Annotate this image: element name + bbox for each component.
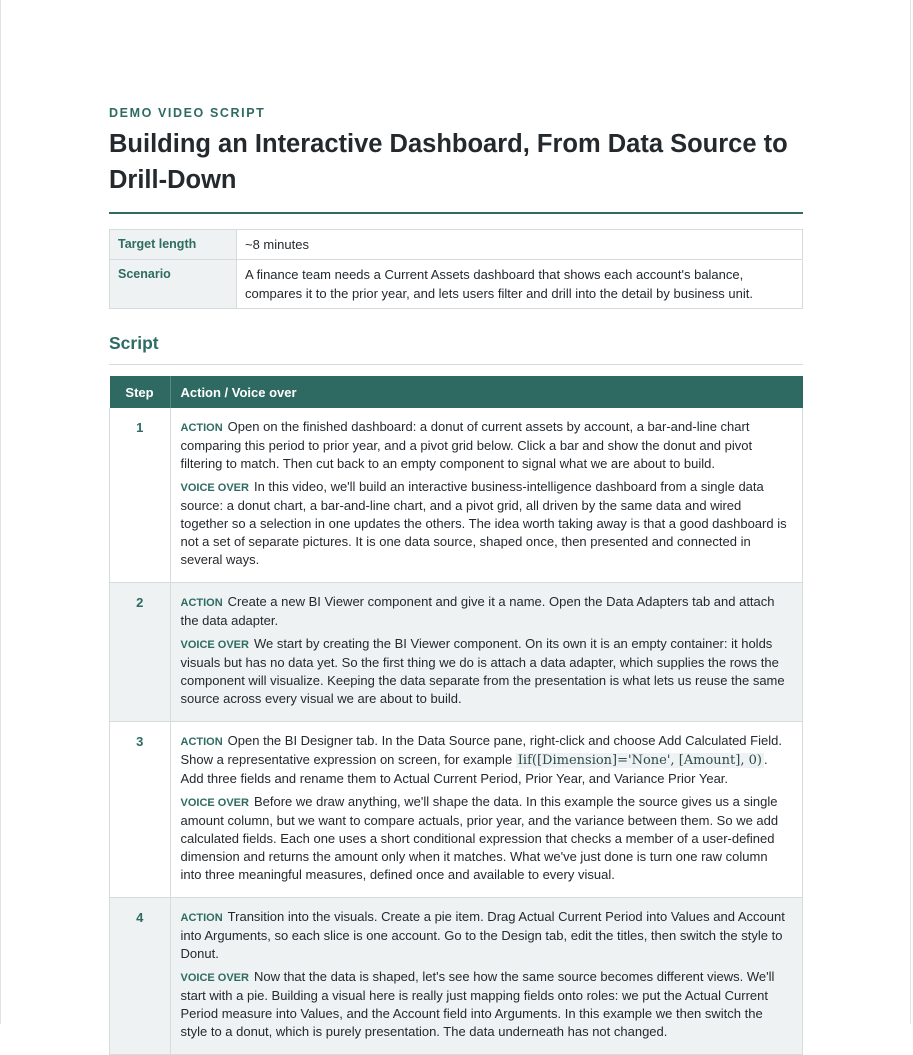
column-header-step: Step [110, 376, 171, 408]
action-tag: ACTION [180, 912, 223, 924]
action-text: Create a new BI Viewer component and give it a name. Open the Data Adapters tab and attach the data adapter. [180, 594, 775, 628]
meta-table [109, 229, 803, 309]
voice-over-paragraph [181, 968, 793, 1041]
column-header-action: Action / Voice over [170, 376, 803, 408]
meta-row-target-length [110, 230, 803, 260]
step-body [170, 408, 803, 583]
action-text: Open on the finished dashboard: a donut of current assets by account, a bar-and-line chart comparing this period to prior year, and a pivot grid below. Click a bar and show the donut and pivot filtering to match. Then cut back to an empty component to signal what we are about to build. [180, 419, 753, 471]
action-tag: ACTION [180, 422, 223, 434]
script-step-row [110, 898, 803, 1055]
meta-value: A finance team needs a Current Assets dashboard that shows each account's balance, compares it to the prior year, and lets users filter and drill into the detail by business unit. [237, 260, 803, 309]
action-text: Transition into the visuals. Create a pie item. Drag Actual Current Period into Values and Account into Arguments, so each slice is one account. Go to the Design tab, edit the titles, then switch the style to Donut. [180, 909, 785, 961]
meta-key: Scenario [110, 260, 237, 309]
action-paragraph [181, 908, 793, 963]
meta-value: ~8 minutes [237, 230, 803, 260]
step-number: 3 [110, 722, 171, 898]
voice-over-tag: VOICE OVER [180, 639, 249, 651]
expression-code: Iif([Dimension]='None', [Amount], 0) [517, 753, 762, 768]
script-table-header [110, 376, 803, 408]
step-number: 4 [110, 898, 171, 1055]
voice-over-tag: VOICE OVER [180, 482, 249, 494]
step-body [170, 583, 803, 722]
document-content [109, 106, 803, 1055]
action-text: Open the BI Designer tab. In the Data Source pane, right-click and choose Add Calculated Field. Show a representative expression on screen, for example [180, 733, 782, 767]
voice-over-paragraph [181, 793, 793, 884]
voice-over-text: Now that the data is shaped, let's see how the same source becomes different views. We'll start with a pie. Building a visual here is really just mapping fields onto roles: we put the Actual Current Period measure into Values, and the Account field into Arguments. In this example we then switch the style to a donut, which is purely presentation. The data underneath has not changed. [180, 969, 775, 1039]
script-step-row [110, 722, 803, 898]
document-title: Building an Interactive Dashboard, From Data Source to Drill-Down [109, 126, 803, 214]
document-eyebrow: DEMO VIDEO SCRIPT [109, 106, 266, 120]
script-step-row [110, 583, 803, 722]
meta-key: Target length [110, 230, 237, 260]
action-paragraph [181, 593, 793, 630]
voice-over-text: Before we draw anything, we'll shape the data. In this example the source gives us a single amount column, but we want to compare actuals, prior year, and the variance between them. So we add calculated fields. Each one uses a short conditional expression that checks a member of a user-defined dimension and returns the amount only when it matches. What we've just done is turn one raw column into three meaningful measures, defined once and available to every visual. [180, 794, 779, 882]
script-table [109, 376, 803, 1055]
voice-over-tag: VOICE OVER [180, 972, 249, 984]
step-body [170, 898, 803, 1055]
voice-over-tag: VOICE OVER [180, 797, 249, 809]
voice-over-paragraph [181, 635, 793, 708]
voice-over-text: We start by creating the BI Viewer component. On its own it is an empty container: it holds visuals but has no data yet. So the first thing we do is attach a data adapter, which supplies the rows the component will visualize. Keeping the data separate from the presentation is what lets us reuse the same source across every visual we are about to build. [180, 636, 785, 706]
voice-over-text: In this video, we'll build an interactive business-intelligence dashboard from a single data source: a donut chart, a bar-and-line chart, and a pivot grid, all driven by the same data and wired together so a selection in one updates the others. The idea worth taking away is that a good dashboard is not a set of separate pictures. It is one data source, shaped once, then presented and connected in several ways. [180, 479, 787, 567]
action-tag: ACTION [180, 736, 223, 748]
voice-over-paragraph [181, 478, 793, 569]
step-number: 1 [110, 408, 171, 583]
meta-row-scenario [110, 260, 803, 309]
step-body [170, 722, 803, 898]
action-paragraph [181, 732, 793, 788]
action-paragraph [181, 418, 793, 473]
action-text: . Add three fields and rename them to Actual Current Period, Prior Year, and Variance Prior Year. [180, 752, 768, 786]
action-tag: ACTION [180, 597, 223, 609]
step-number: 2 [110, 583, 171, 722]
section-heading-script: Script [109, 333, 803, 365]
script-step-row [110, 408, 803, 583]
